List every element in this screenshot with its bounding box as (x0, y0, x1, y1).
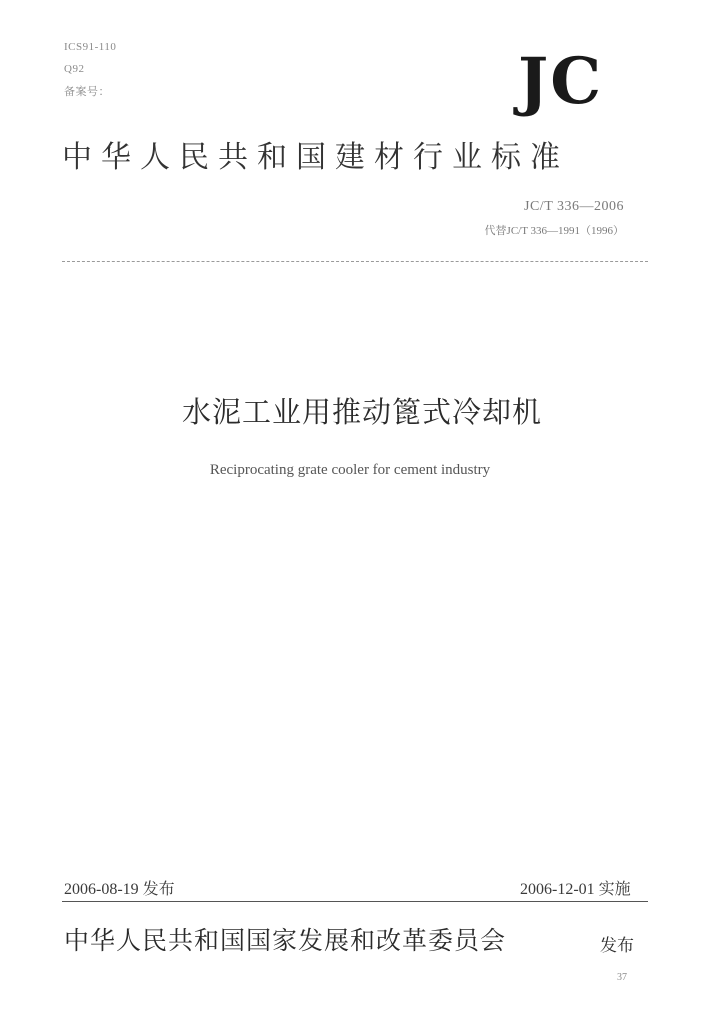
document-title-english: Reciprocating grate cooler for cement industry (209, 462, 491, 478)
header-divider (62, 261, 648, 262)
standard-body-header: 中华人民共和国建材行业标准 (62, 140, 569, 175)
issuing-authority: 中华人民共和国国家发展和改革委员会 (64, 926, 507, 955)
document-title: 水泥工业用推动篦式冷却机 (181, 395, 542, 429)
record-number-label: 备案号： (64, 86, 110, 98)
issue-action: 发布 (600, 936, 634, 956)
standard-number: JC/T 336—2006 (524, 199, 624, 214)
replaces-standard: 代替JC/T 336—1991（1996） (484, 225, 624, 237)
implementation-date: 2006-12-01 实施 (520, 881, 631, 898)
page-number: 37 (617, 972, 627, 983)
issue-date: 2006-08-19 发布 (64, 881, 175, 898)
footer-divider (62, 901, 648, 902)
ccs-code: Q92 (64, 63, 85, 75)
ics-code: ICS91-110 (64, 41, 117, 53)
jc-logo: JC (518, 44, 604, 119)
